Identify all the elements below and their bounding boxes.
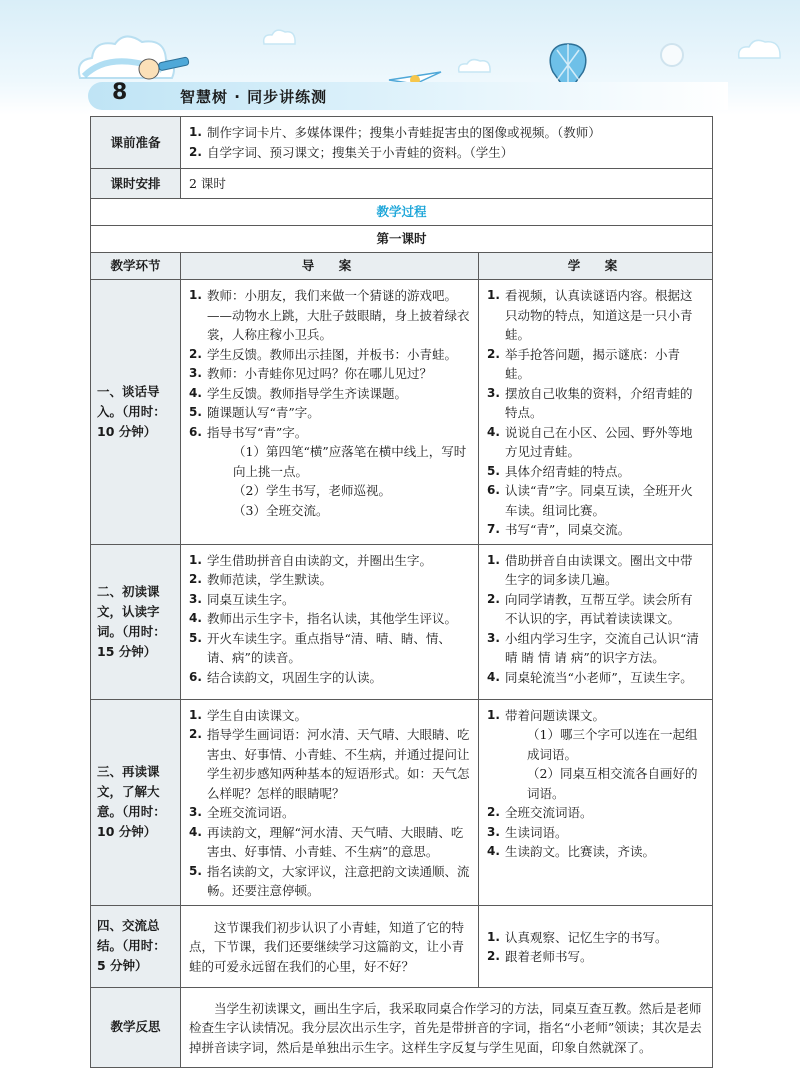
stage-row <box>91 544 713 699</box>
study-item: 1. 看视频，认真读谜语内容。根据这只动物的特点，知道这是一只小青蛙。 <box>487 288 693 342</box>
guide-item: 2. 教师范读，学生默读。 <box>189 572 333 587</box>
study-item: 3. 生读词语。 <box>487 824 568 840</box>
schedule-label: 课时安排 <box>91 169 181 199</box>
column-stage: 教学环节 <box>91 253 181 280</box>
prep-row <box>91 117 713 169</box>
stage-label: 四、交流总结。（用时：5 分钟） <box>91 905 181 987</box>
guide-item: 3. 教师：小青蛙你见过吗？你在哪儿见过？ <box>189 366 433 381</box>
book-title: 智慧树 · 同步讲练测 <box>180 88 328 106</box>
guide-item: 1. 教师：小朋友，我们来做一个猜谜的游戏吧。——动物水上跳，大肚子鼓眼睛，身上披着绿衣裳，人称庄稼小卫兵。 <box>189 288 470 342</box>
cloud-icon <box>260 26 300 48</box>
study-item: 1. 借助拼音自由读课文。圈出文中带生字的词多读几遍。 <box>487 552 693 587</box>
lesson-plan-table <box>90 116 713 1068</box>
stage-row <box>91 280 713 545</box>
guide-item: 3. 同桌互读生字。 <box>189 591 295 607</box>
guide-item: 6. 结合读韵文，巩固生字的认读。 <box>189 669 383 685</box>
cloud-icon <box>735 36 785 62</box>
stage-row <box>91 905 713 987</box>
sun-icon <box>655 38 689 72</box>
page-number: 8 <box>112 80 128 105</box>
prep-item: 1. 制作字词卡片、多媒体课件；搜集小青蛙捉害虫的图像或视频。（教师） <box>189 125 601 140</box>
study-subitem: （2）同桌互相交流各自画好的词语。 <box>527 766 698 801</box>
reflection-label: 教学反思 <box>91 987 181 1067</box>
study-item: 4. 同桌轮流当“小老师”，互读生字。 <box>487 669 693 685</box>
study-item: 2. 全班交流词语。 <box>487 805 593 820</box>
cloud-icon <box>455 56 495 76</box>
guide-item: 5. 开火车读生字。重点指导“清、晴、睛、情、请、病”的读音。 <box>189 630 451 665</box>
study-item: 3. 小组内学习生字，交流自己认识“清 晴 睛 情 请 病”的识字方法。 <box>487 630 699 665</box>
process-title: 教学过程 <box>91 199 713 226</box>
guide-item: 2. 指导学生画词语：河水清、天气晴、大眼睛、吃害虫、好事情、小青蛙、不生病，并通过提问让学生初步感知两种基本的短语形式。如：天气怎么样呢？怎样的眼睛呢？ <box>189 727 470 801</box>
schedule-value: 2 课时 <box>181 169 713 199</box>
study-item: 2. 向同学请教，互帮互学。读会所有不认识的字，再试着读读课文。 <box>487 591 693 626</box>
study-item: 1. 带着问题读课文。 <box>487 707 606 723</box>
study-item: 1. 认真观察、记忆生字的书写。 <box>487 929 668 945</box>
study-item: 4. 生读韵文。比赛读，齐读。 <box>487 844 656 859</box>
guide-item: 6. 指导书写“青”字。 <box>189 424 308 440</box>
guide-item: 2. 学生反馈。教师出示挂图，并板书：小青蛙。 <box>189 346 458 362</box>
guide-item: 4. 教师出示生字卡，指名认读，其他学生评议。 <box>189 611 458 626</box>
study-item: 7. 书写“青”，同桌交流。 <box>487 522 631 537</box>
study-subitem: （1）哪三个字可以连在一起组成词语。 <box>527 727 698 762</box>
guide-item: 3. 全班交流词语。 <box>189 805 295 820</box>
study-item: 2. 举手抢答问题，揭示谜底：小青蛙。 <box>487 346 681 381</box>
prep-label: 课前准备 <box>91 117 181 169</box>
schedule-row <box>91 169 713 199</box>
column-study: 学 案 <box>479 253 713 280</box>
guide-summary: 这节课我们初步认识了小青蛙，知道了它的特点，下节课，我们还要继续学习这篇韵文，让小青蛙的可爱永远留在我们的心里，好不好？ <box>189 919 465 974</box>
guide-subitem: （1）第四笔“横”应落笔在横中线上，写时向上挑一点。 <box>233 444 467 479</box>
stage-row <box>91 699 713 905</box>
guide-item: 4. 学生反馈。教师指导学生齐读课题。 <box>189 385 408 401</box>
guide-item: 4. 再读韵文，理解“河水清、天气晴、大眼睛、吃害虫、好事情、小青蛙、不生病”的意思。 <box>189 824 464 859</box>
study-item: 5. 具体介绍青蛙的特点。 <box>487 463 631 479</box>
study-item: 6. 认读“青”字。同桌互读，全班开火车读。组词比赛。 <box>487 483 693 518</box>
stage-label: 三、再读课文，了解大意。（用时：10 分钟） <box>91 699 181 905</box>
guide-item: 5. 指名读韵文，大家评议，注意把韵文读通顺、流畅。还要注意停顿。 <box>189 863 470 898</box>
stage-label: 二、初读课文，认读字词。（用时：15 分钟） <box>91 544 181 699</box>
reflection-text: 当学生初读课文，画出生字后，我采取同桌合作学习的方法，同桌互查互教。然后是老师检查生字认读情况。我分层次出示生字，首先是带拼音的字词，指名“小老师”领读；其次是去掉拼音读字词，然后是单独出示生字。这样生字反复与学生见面，印象自然就深了。 <box>189 1000 702 1055</box>
lesson-title: 第一课时 <box>91 226 713 253</box>
guide-item: 1. 学生借助拼音自由读韵文，并圈出生字。 <box>189 552 433 568</box>
reflection-row <box>91 987 713 1067</box>
guide-subitem: （2）学生书写，老师巡视。 <box>233 483 391 498</box>
study-item: 4. 说说自己在小区、公园、野外等地方见过青蛙。 <box>487 424 693 459</box>
column-header-row <box>91 253 713 280</box>
stage-label: 一、谈话导入。（用时：10 分钟） <box>91 280 181 545</box>
guide-item: 5. 随课题认写“青”字。 <box>189 405 320 420</box>
guide-subitem: （3）全班交流。 <box>233 502 329 518</box>
guide-item: 1. 学生自由读课文。 <box>189 707 308 723</box>
study-item: 2. 跟着老师书写。 <box>487 949 593 964</box>
column-guide: 导 案 <box>181 253 479 280</box>
prep-item: 2. 自学字词、预习课文；搜集关于小青蛙的资料。（学生） <box>189 144 514 160</box>
study-item: 3. 摆放自己收集的资料，介绍青蛙的特点。 <box>487 385 693 420</box>
